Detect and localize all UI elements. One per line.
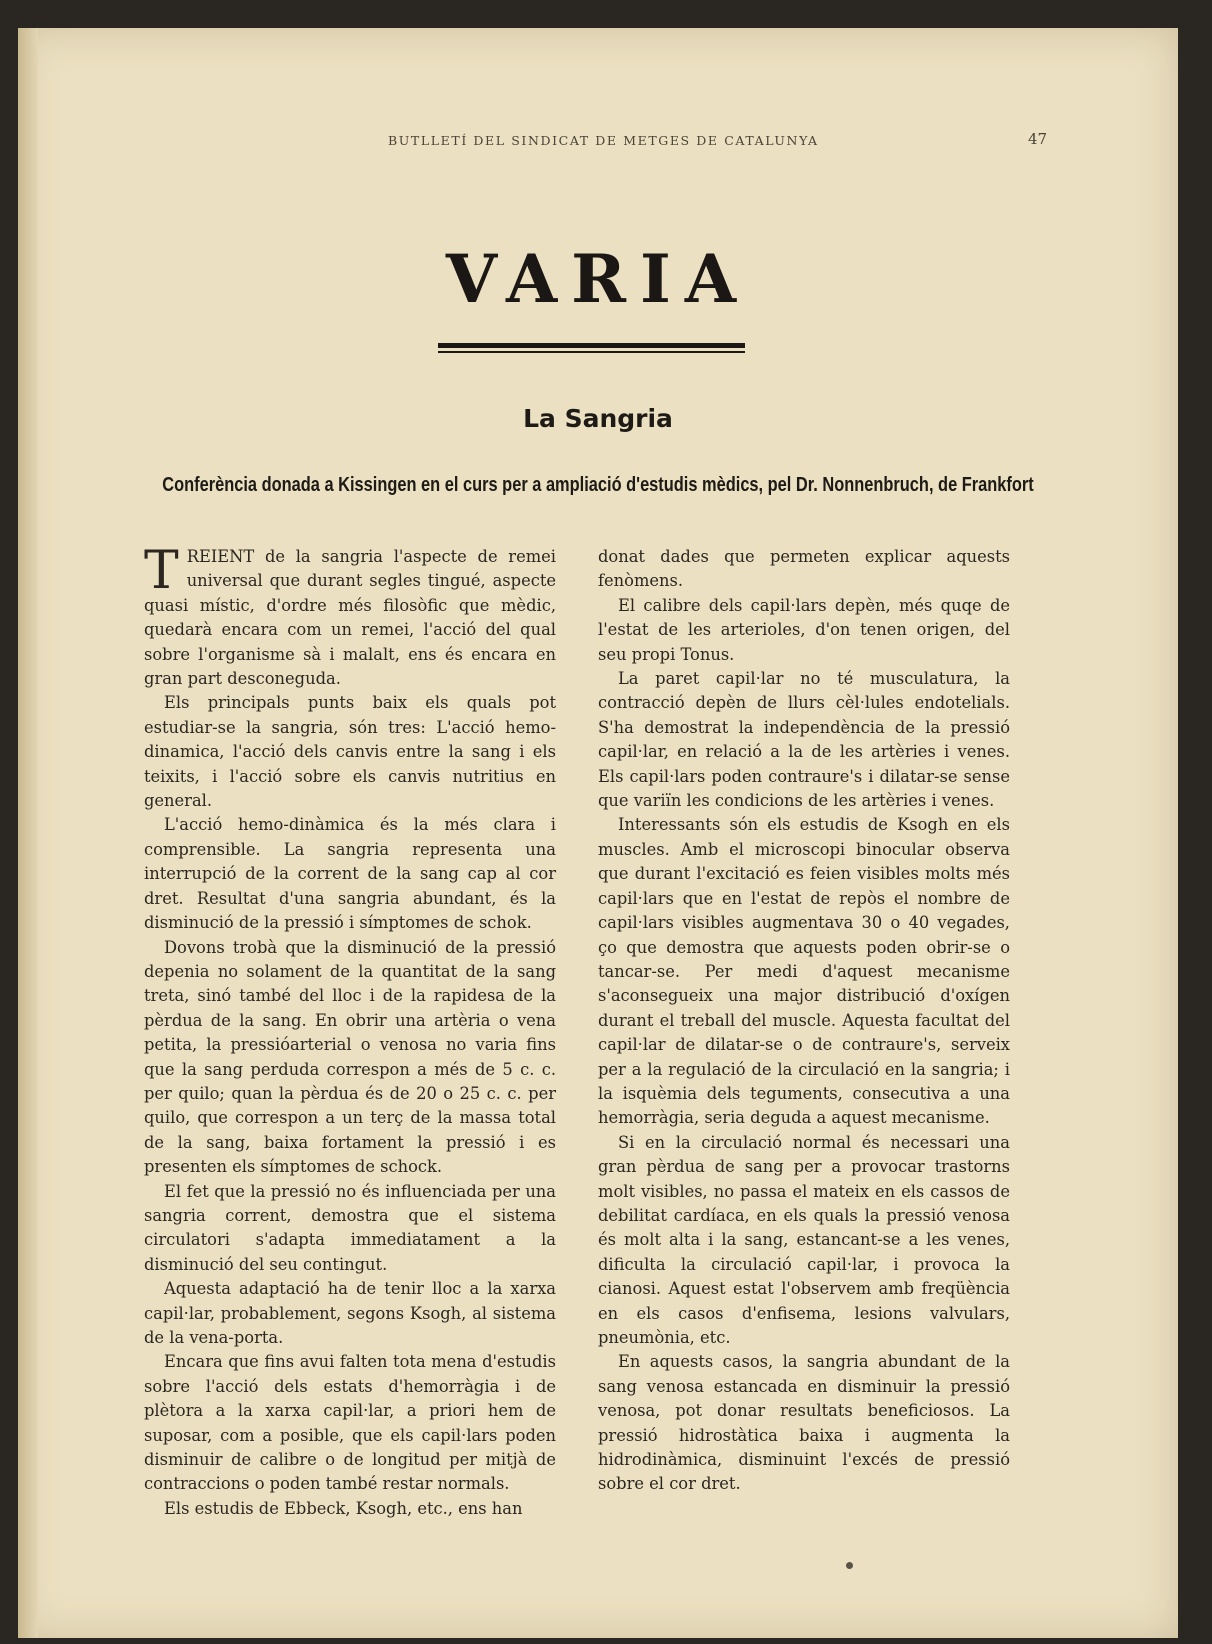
article-subtitle: Conferència donada a Kissingen en el curs per a ampliació d'estudis mèdics, pel Dr. Nonnenbruch, de Frankfort (162, 474, 1034, 496)
paragraph: Dovons trobà que la disminució de la pressió depenia no solament de la quantitat de la sang treta, sinó també del lloc i de la rapidesa de la pèrdua de la sang. En obrir una artèria o vena petita, la pressióarterial o venosa no varia fins que la sang perduda correspon a més de 5 c. c. per quilo; quan la pèrdua és de 20 o 25 c. c. per quilo, que correspon a un terç de la massa total de la sang, baixa fortament la pressió i es presenten els símptomes de schock. (144, 937, 556, 1177)
ornament-dot (846, 1562, 853, 1569)
paragraph: El fet que la pressió no és influenciada per una sangria corrent, demostra que el sistema circulatori s'adapta immediatament a la disminució del seu contingut. (144, 1181, 556, 1274)
section-title: VARIA (445, 240, 751, 318)
paragraph: Els principals punts baix els quals pot estudiar-se la sangria, són tres: L'acció hemo-dinamica, l'acció dels canvis entre la sang i els teixits, i l'acció sobre els canvis nutritius en general. (144, 693, 556, 811)
paragraph: La paret capil·lar no té musculatura, la contracció depèn de llurs cèl·lules endotelials. S'ha demostrat la independència de la pressió capil·lar, en relació a la de les artèries i venes. Els capil·lars poden contraure's i dilatar-se sense que variïn les condicions de les artèries i venes. (598, 669, 1010, 811)
article-title: La Sangria (523, 404, 673, 433)
paragraph: Encara que fins avui falten tota mena d'estudis sobre l'acció dels estats d'hemorràgia i de plètora a la xarxa capil·lar, a priori hem de suposar, com a posible, que els capil·lars poden disminuir de calibre o de longitud per mitjà de contraccions o poden també restar normals. (144, 1352, 556, 1494)
paragraph: donat dades que permeten explicar aquests fenòmens. (598, 547, 1010, 591)
drop-cap: T (144, 541, 179, 601)
running-title: BUTLLETÍ DEL SINDICAT DE METGES DE CATALUNYA (388, 133, 819, 148)
paragraph: En aquests casos, la sangria abundant de la sang venosa estancada en disminuir la pressió venosa, pot donar resultats beneficiosos. La pressió hidrostàtica baixa i augmenta la hidrodinàmica, disminuint l'excés de pressió sobre el cor dret. (598, 1352, 1010, 1494)
paragraph: Si en la circulació normal és necessari una gran pèrdua de sang per a provocar trastorns molt visibles, no passa el mateix en els cassos de debilitat cardíaca, en els quals la pressió venosa és molt alta i la sang, estancant-se a les venes, dificulta la circulació capil·lar, i provoca la cianosi. Aquest estat l'observem amb freqüència en els casos d'enfisema, lesions valvulars, pneumònia, etc. (598, 1132, 1010, 1347)
paragraph: Interessants són els estudis de Ksogh en els muscles. Amb el microscopi binocular observa que durant l'excitació es feien visibles molts més capil·lars que en l'estat de repòs el nombre de capil·lars visibles augmentava 30 o 40 vegades, ço que demostra que aquests poden obrir-se o tancar-se. Per medi d'aquest mecanisme s'aconsegueix una major distribució d'oxígen durant el treball del muscle. Aquesta facultat del capil·lar de dilatar-se o de contraure's, serveix per a la regulació de la circulació en la sangria; i la isquèmia dels teguments, consecutiva a una hemorràgia, seria deguda a aquest mecanisme. (598, 815, 1010, 1128)
text-column-left (144, 541, 556, 1521)
text-column-right (598, 545, 1010, 1497)
paragraph: Aquesta adaptació ha de tenir lloc a la xarxa capil·lar, probablement, segons Ksogh, al sistema de la vena-porta. (144, 1279, 556, 1347)
paragraph: TREIENT de la sangria l'aspecte de remei universal que durant segles tingué, aspecte quasi místic, d'ordre més filosòfic que mèdic, quedarà encara com un remei, l'acció del qual sobre l'organisme sà i malalt, ens és encara en gran part desconeguda. (144, 541, 556, 689)
paragraph: Els estudis de Ebbeck, Ksogh, etc., ens han (164, 1498, 523, 1518)
title-rule-thick (438, 343, 745, 348)
page-number: 47 (1028, 130, 1048, 148)
page (18, 28, 1178, 1638)
title-rule-thin (438, 351, 745, 353)
paragraph: L'acció hemo-dinàmica és la més clara i comprensible. La sangria representa una interrupció de la corrent de la sang cap al cor dret. Resultat d'una sangria abundant, és la disminució de la pressió i símptomes de schok. (144, 815, 556, 933)
paragraph: El calibre dels capil·lars depèn, més quqe de l'estat de les arterioles, d'on tenen origen, del seu propi Tonus. (598, 595, 1010, 664)
